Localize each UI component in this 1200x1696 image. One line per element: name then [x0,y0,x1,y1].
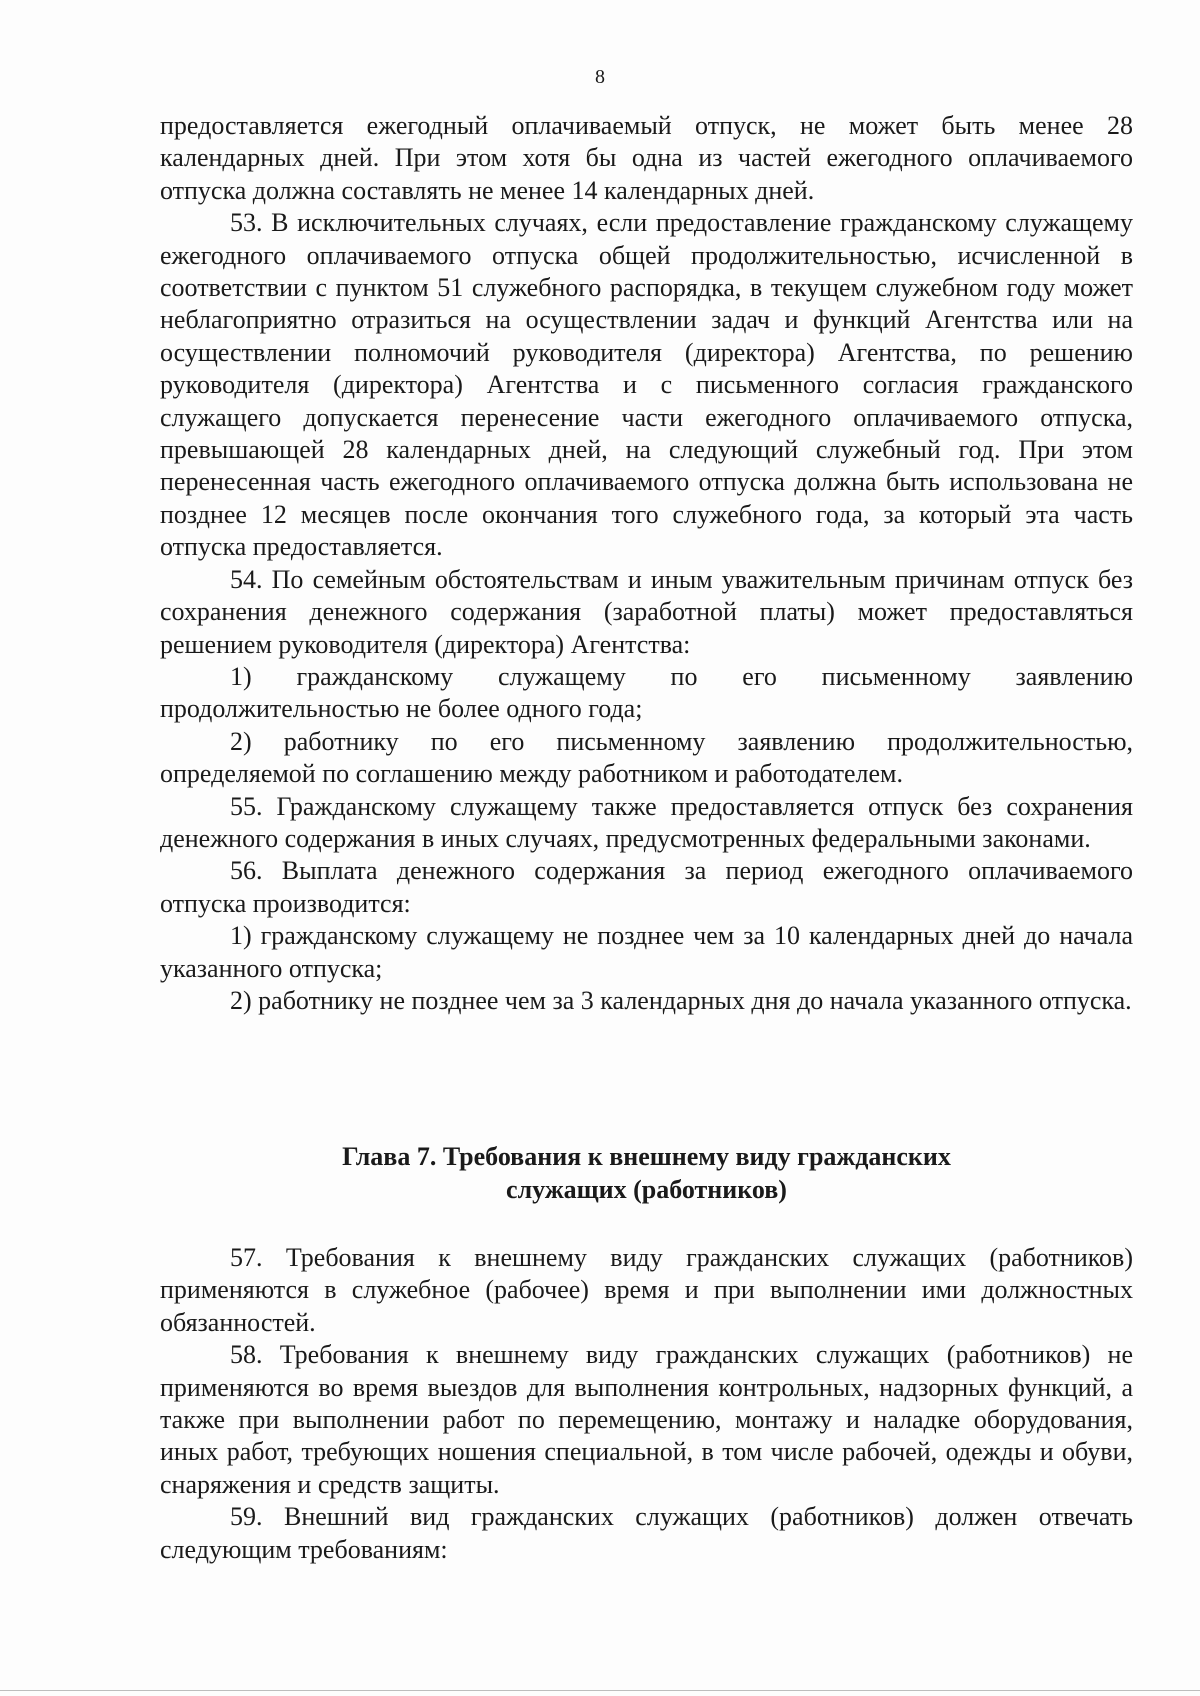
paragraph-continuation: предоставляется ежегодный оплачиваемый отпуск, не может быть менее 28 календарных дней. При этом хотя бы одна из частей ежегодного оплачиваемого отпуска должна составлять не менее 14 календарных дней. [160,111,1133,205]
paragraph-56-item-2: 2) работнику не позднее чем за 3 календарных дня до начала указанного отпуска. [230,985,1132,1015]
text-block-lower [160,1242,1133,1566]
paragraph-59: 59. Внешний вид гражданских служащих (работников) должен отвечать следующим требованиям: [160,1502,1133,1564]
paragraph-58: 58. Требования к внешнему виду гражданских служащих (работников) не применяются во время выездов для выполнения контрольных, надзорных функций, а также при выполнении работ по перемещению, монтажу и наладке оборудования, иных работ, требующих ношения специальной, в том числе рабочей, одежды и обуви, снаряжения и средств защиты. [160,1340,1133,1499]
paragraph-53: 53. В исключительных случаях, если предоставление гражданскому служащему ежегодного оплачиваемого отпуска общей продолжительностью, исчисленной в соответствии с пунктом 51 служебного распорядка, в текущем служебном году может неблагоприятно отразиться на осуществлении задач и функций Агентства или на осуществлении полномочий руководителя (директора) Агентства, по решению руководителя (директора) Агентства и с письменного согласия гражданского служащего допускается перенесение части ежегодного оплачиваемого отпуска, превышающей 28 календарных дней, на следующий служебный год. При этом перенесенная часть ежегодного оплачиваемого отпуска должна быть использована не позднее 12 месяцев после окончания того служебного года, за который эта часть отпуска предоставляется. [160,208,1133,562]
paragraph-56: 56. Выплата денежного содержания за период ежегодного оплачиваемого отпуска производится: [160,856,1133,918]
scan-bottom-edge [0,1690,1200,1691]
paragraph-56-item-1: 1) гражданскому служащему не позднее чем за 10 календарных дней до начала указанного отпуска; [160,921,1133,983]
paragraph-57: 57. Требования к внешнему виду гражданских служащих (работников) применяются в служебное (рабочее) время и при выполнении ими должностных обязанностей. [160,1243,1133,1337]
chapter-heading [160,1140,1133,1206]
paragraph-54: 54. По семейным обстоятельствам и иным уважительным причинам отпуск без сохранения денежного содержания (заработной платы) может предоставляться решением руководителя (директора) Агентства: [160,564,1133,659]
chapter-heading-line-2: служащих (работников) [506,1175,787,1204]
paragraph-55: 55. Гражданскому служащему также предоставляется отпуск без сохранения денежного содержания в иных случаях, предусмотренных федеральными законами. [160,791,1133,853]
text-block-upper [160,110,1133,1017]
page-number: 8 [595,66,605,88]
paragraph-54-item-1: 1) гражданскому служащему по его письменному заявлению продолжительностью не более одного года; [160,661,1133,724]
paragraph-54-item-2: 2) работнику по его письменному заявлению продолжительностью, определяемой по соглашению между работником и работодателем. [160,726,1133,789]
chapter-heading-line-1: Глава 7. Требования к внешнему виду гражданских [342,1142,951,1171]
